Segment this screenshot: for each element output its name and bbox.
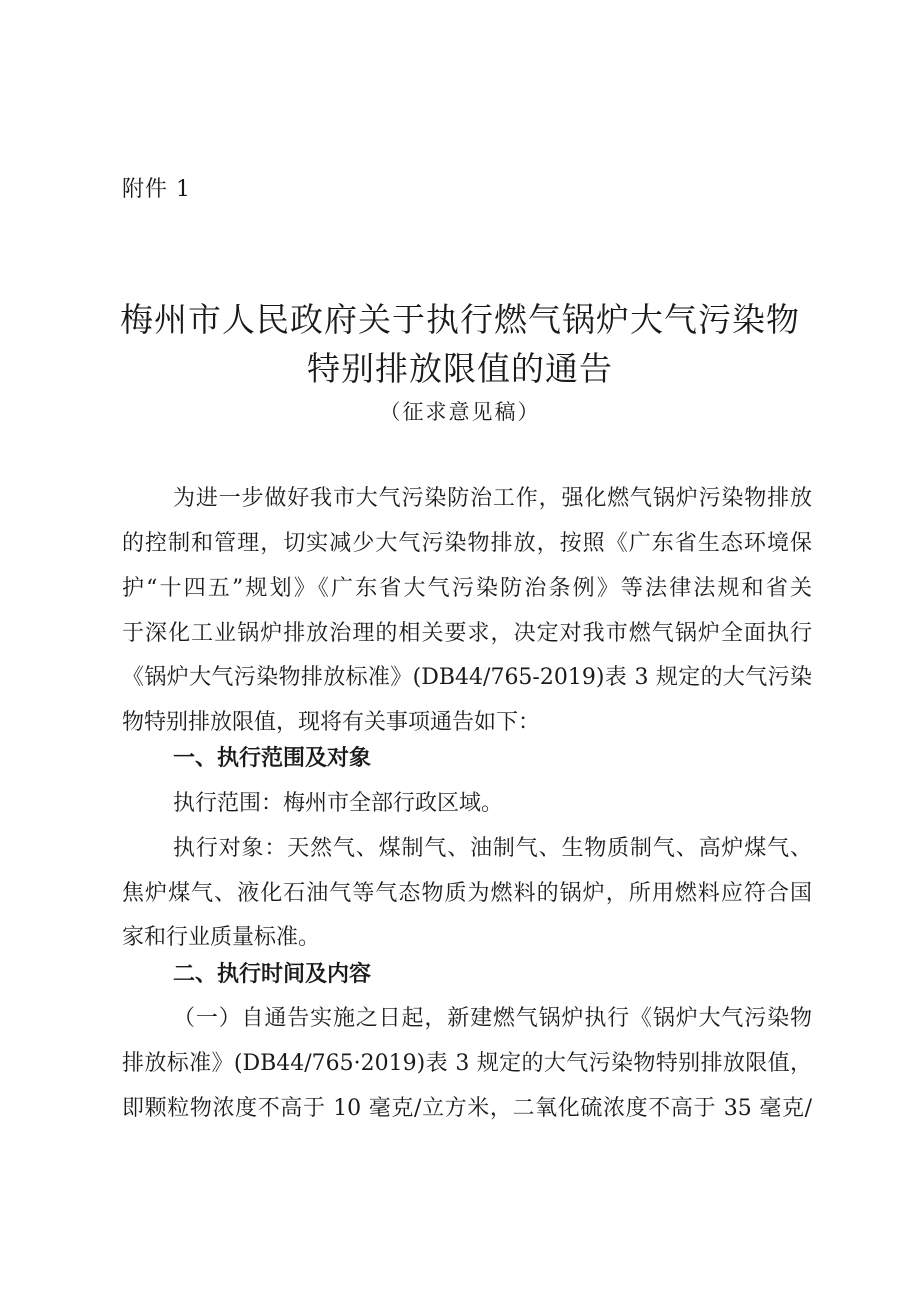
intro-line: 的控制和管理，切实减少大气污染物排放，按照《广东省生态环境保 bbox=[122, 531, 812, 556]
item1-line: 排放标准》(DB44/765·2019)表 3 规定的大气污染物特别排放限值， bbox=[122, 1051, 812, 1076]
scope-text: 执行范围：梅州市全部行政区域。 bbox=[173, 791, 504, 816]
object-line: 家和行业质量标准。 bbox=[122, 925, 321, 950]
intro-line: 于深化工业锅炉排放治理的相关要求，决定对我市燃气锅炉全面执行 bbox=[122, 621, 812, 646]
intro-line: 为进一步做好我市大气污染防治工作，强化燃气锅炉污染物排放 bbox=[173, 486, 812, 511]
item1-line: （一）自通告实施之日起，新建燃气锅炉执行《锅炉大气污染物 bbox=[173, 1006, 812, 1031]
object-line: 焦炉煤气、液化石油气等气态物质为燃料的锅炉，所用燃料应符合国 bbox=[122, 881, 812, 906]
document-title-line-1: 梅州市人民政府关于执行燃气锅炉大气污染物 bbox=[120, 300, 800, 339]
intro-line: 护“十四五”规划》《广东省大气污染防治条例》等法律法规和省关 bbox=[122, 576, 812, 601]
attachment-label: 附件 1 bbox=[122, 177, 191, 202]
intro-line: 《锅炉大气污染物排放标准》(DB44/765-2019)表 3 规定的大气污染 bbox=[122, 665, 812, 690]
document-title-line-2: 特别排放限值的通告 bbox=[307, 349, 613, 388]
intro-line: 物特别排放限值，现将有关事项通告如下： bbox=[122, 710, 541, 735]
section-heading-time: 二、执行时间及内容 bbox=[173, 962, 372, 987]
section-heading-scope: 一、执行范围及对象 bbox=[173, 746, 372, 771]
item1-line: 即颗粒物浓度不高于 10 毫克/立方米，二氧化硫浓度不高于 35 毫克/ bbox=[122, 1096, 812, 1121]
draft-subtitle: （征求意见稿） bbox=[379, 400, 541, 424]
object-line: 执行对象：天然气、煤制气、油制气、生物质制气、高炉煤气、 bbox=[173, 836, 812, 861]
